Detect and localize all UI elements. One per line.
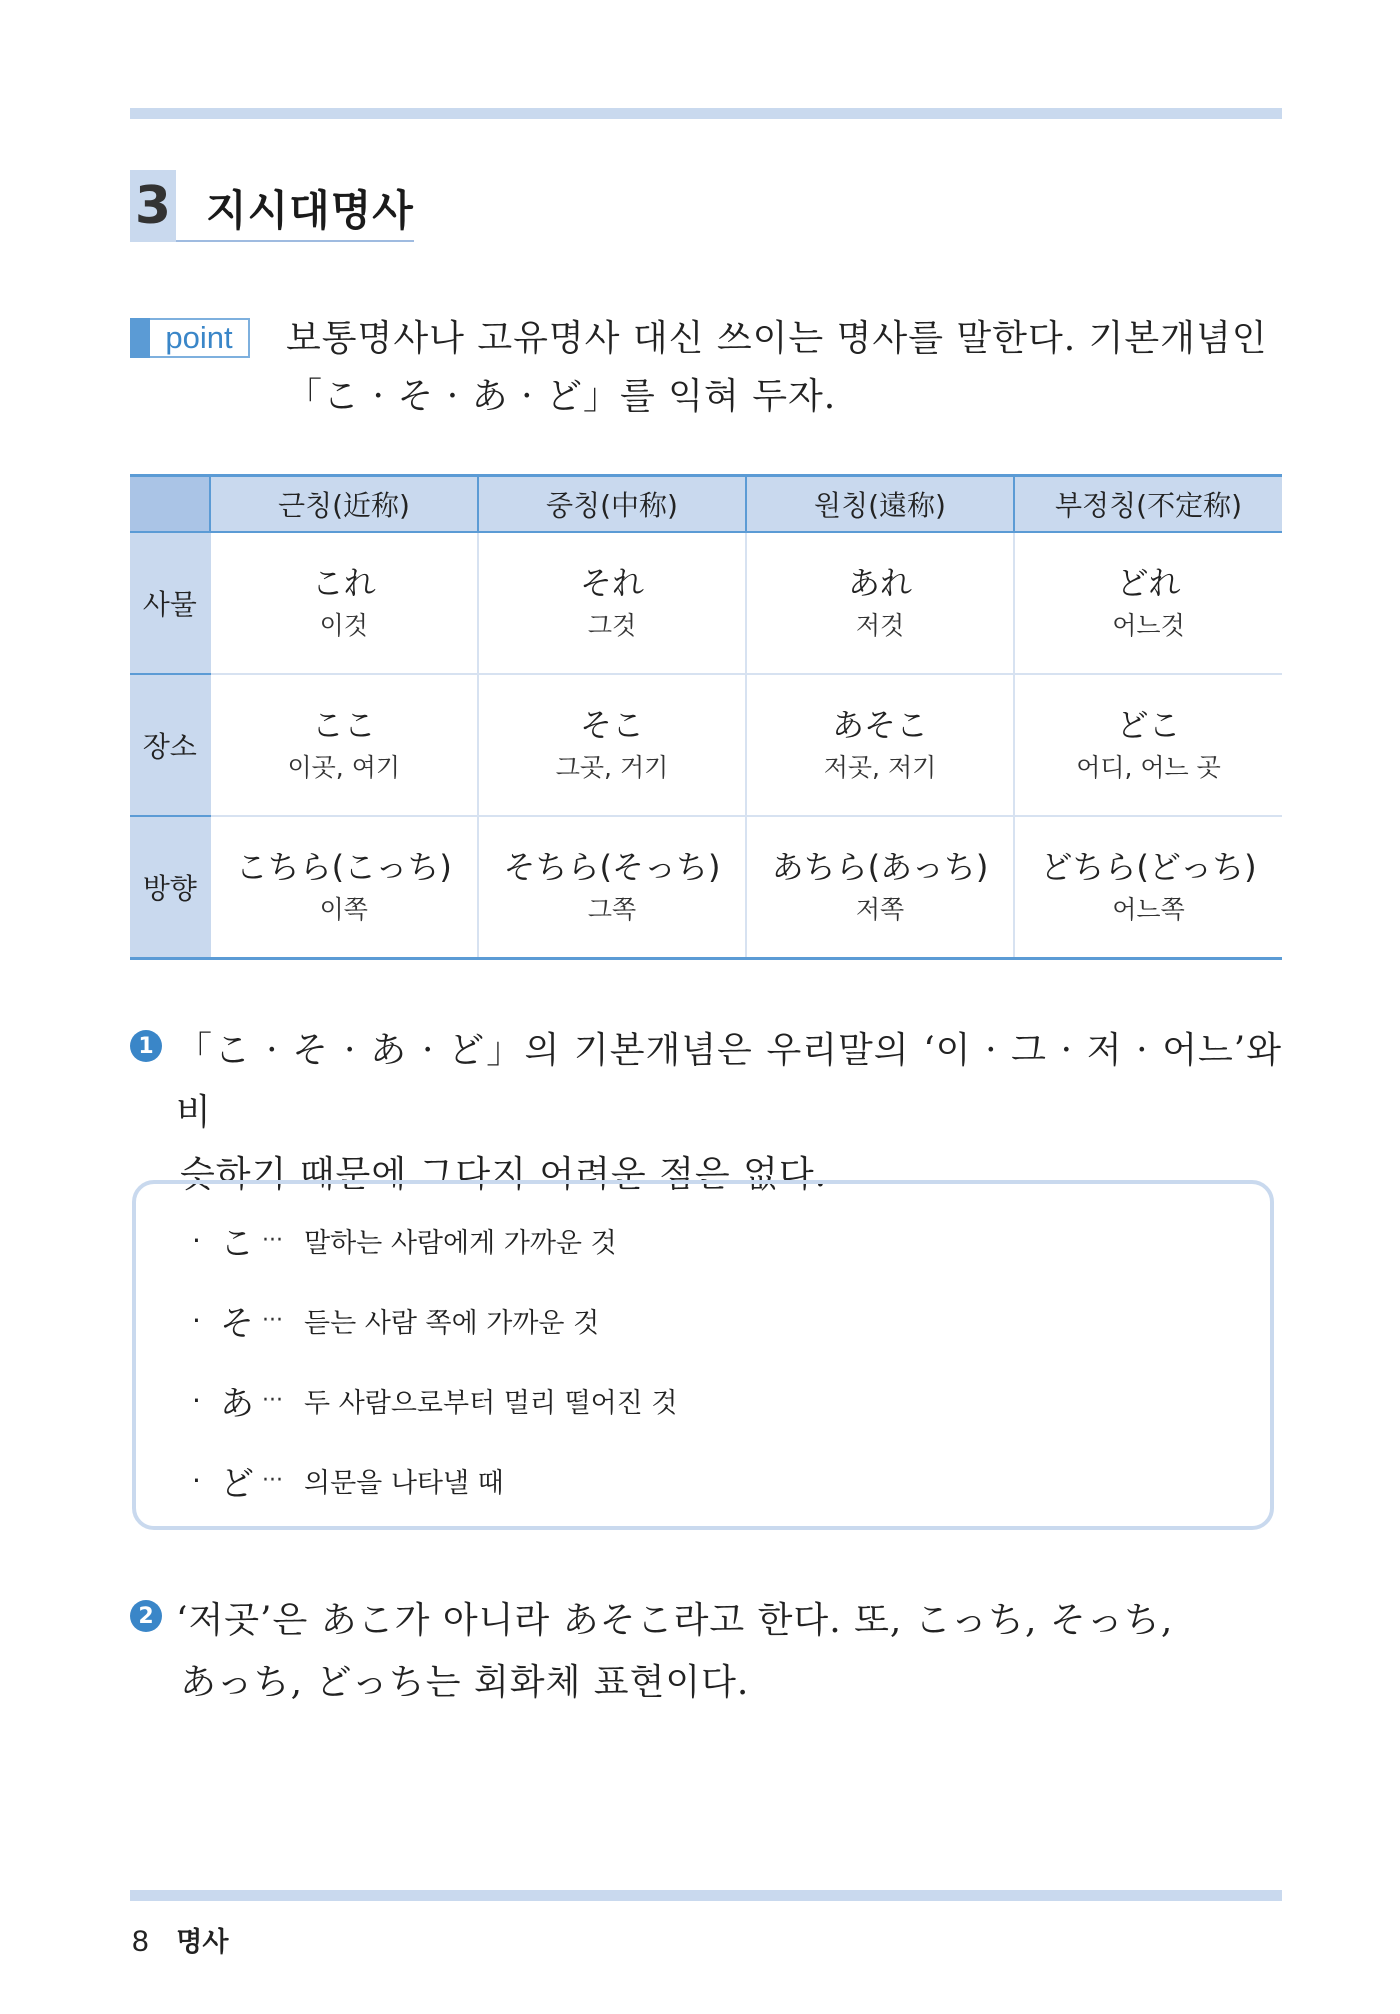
point-badge [130,318,252,358]
korean-meaning: 저곳, 저기 [823,753,937,782]
list-item [192,1280,1270,1360]
table-row [130,816,1282,959]
page-footer [132,1920,228,1959]
table-cell [1014,674,1282,816]
ellipsis: ··· [262,1307,283,1333]
bullet: · [192,1223,201,1257]
table-cell [746,674,1014,816]
row-label: 장소 [130,674,210,816]
table-cell [210,532,478,674]
header-near: 근칭(近称) [210,476,478,533]
kana-word: どこ [1116,706,1181,744]
kana-word: どちら(どっち) [1040,848,1257,886]
kana-word: どれ [1116,564,1181,602]
description: 두 사람으로부터 멀리 떨어진 것 [304,1387,678,1419]
note-2-line-2: あっち, どっち는 회화체 표현이다. [180,1662,750,1703]
header-middle: 중칭(中称) [478,476,746,533]
note-number-badge: 1 [130,1030,162,1062]
note-1-line-2: 슷하기 때문에 그다지 어려운 점은 없다. [180,1154,828,1195]
bottom-rule [130,1890,1282,1901]
point-line-1: 보통명사나 고유명사 대신 쓰이는 명사를 말한다. 기본개념인 [286,318,1268,359]
kana: ど [220,1463,254,1504]
top-rule [130,108,1282,119]
kana-word: ここ [311,706,376,744]
table-corner [130,476,210,533]
section-number: 3 [130,170,176,242]
korean-meaning: 그것 [587,611,637,640]
kana-word: それ [579,564,644,602]
row-label: 사물 [130,532,210,674]
point-label: point [150,318,250,358]
korean-meaning: 그곳, 거기 [555,753,669,782]
description: 듣는 사람 쪽에 가까운 것 [304,1307,600,1339]
point-line-2: 「こ · そ · あ · ど」를 익혀 두자. [286,376,837,417]
kana: こ [220,1223,254,1264]
table-cell [478,816,746,959]
section-underline [176,240,414,242]
kana-word: これ [311,564,376,602]
table-cell [746,532,1014,674]
table-row [130,674,1282,816]
table-cell [746,816,1014,959]
korean-meaning: 어느쪽 [1112,895,1185,924]
page-number: 8 [132,1925,149,1958]
section-heading [130,170,414,242]
row-label: 방향 [130,816,210,959]
list-item [192,1200,1270,1280]
kana-word: あちら(あっち) [771,848,989,886]
korean-meaning: 저쪽 [855,895,905,924]
note-1-text [176,1020,1282,1206]
kana-word: こちら(こっち) [235,848,452,886]
section-title: 지시대명사 [206,186,414,235]
table-cell [1014,816,1282,959]
note-2-line-1: ‘저곳’은 あこ가 아니라 あそこ라고 한다. 또, こっち, そっち, [176,1600,1174,1641]
ellipsis: ··· [262,1387,283,1413]
korean-meaning: 이쪽 [319,895,368,924]
header-indefinite: 부정칭(不定称) [1014,476,1282,533]
explanation-box [132,1180,1274,1530]
point-text [286,310,1286,426]
bullet: · [192,1303,201,1337]
kana-word: そこ [579,706,644,744]
kana-word: そちら(そっち) [503,848,721,886]
korean-meaning: 이것 [319,611,368,640]
note-number-badge: 2 [130,1600,162,1632]
bullet: · [192,1383,201,1417]
note-1-line-1: 「こ · そ · あ · ど」의 기본개념은 우리말의 ‘이 · 그 · 저 · 어느’와 비 [176,1030,1282,1133]
korean-meaning: 그쪽 [587,895,637,924]
kana: あ [220,1383,254,1424]
korean-meaning: 이곳, 여기 [287,753,400,782]
point-bar [130,318,150,358]
kana-word: あそこ [831,706,928,744]
description: 말하는 사람에게 가까운 것 [304,1227,617,1259]
list-item [192,1440,1270,1520]
kana-word: あれ [847,564,912,602]
table-cell [478,532,746,674]
ellipsis: ··· [262,1467,283,1493]
chapter-title: 명사 [176,1927,229,1958]
ellipsis: ··· [262,1227,283,1253]
header-far: 원칭(遠称) [746,476,1014,533]
description: 의문을 나타낼 때 [304,1467,504,1499]
korean-meaning: 저것 [855,611,905,640]
demonstrative-table [130,474,1282,960]
table-cell [478,674,746,816]
table-cell [210,674,478,816]
korean-meaning: 어느것 [1112,611,1185,640]
table-cell [1014,532,1282,674]
bullet: · [192,1463,201,1497]
kana: そ [220,1303,254,1344]
table-row [130,532,1282,674]
korean-meaning: 어디, 어느 곳 [1076,753,1221,782]
table-cell [210,816,478,959]
note-2-text [176,1590,1282,1714]
list-item [192,1360,1270,1440]
